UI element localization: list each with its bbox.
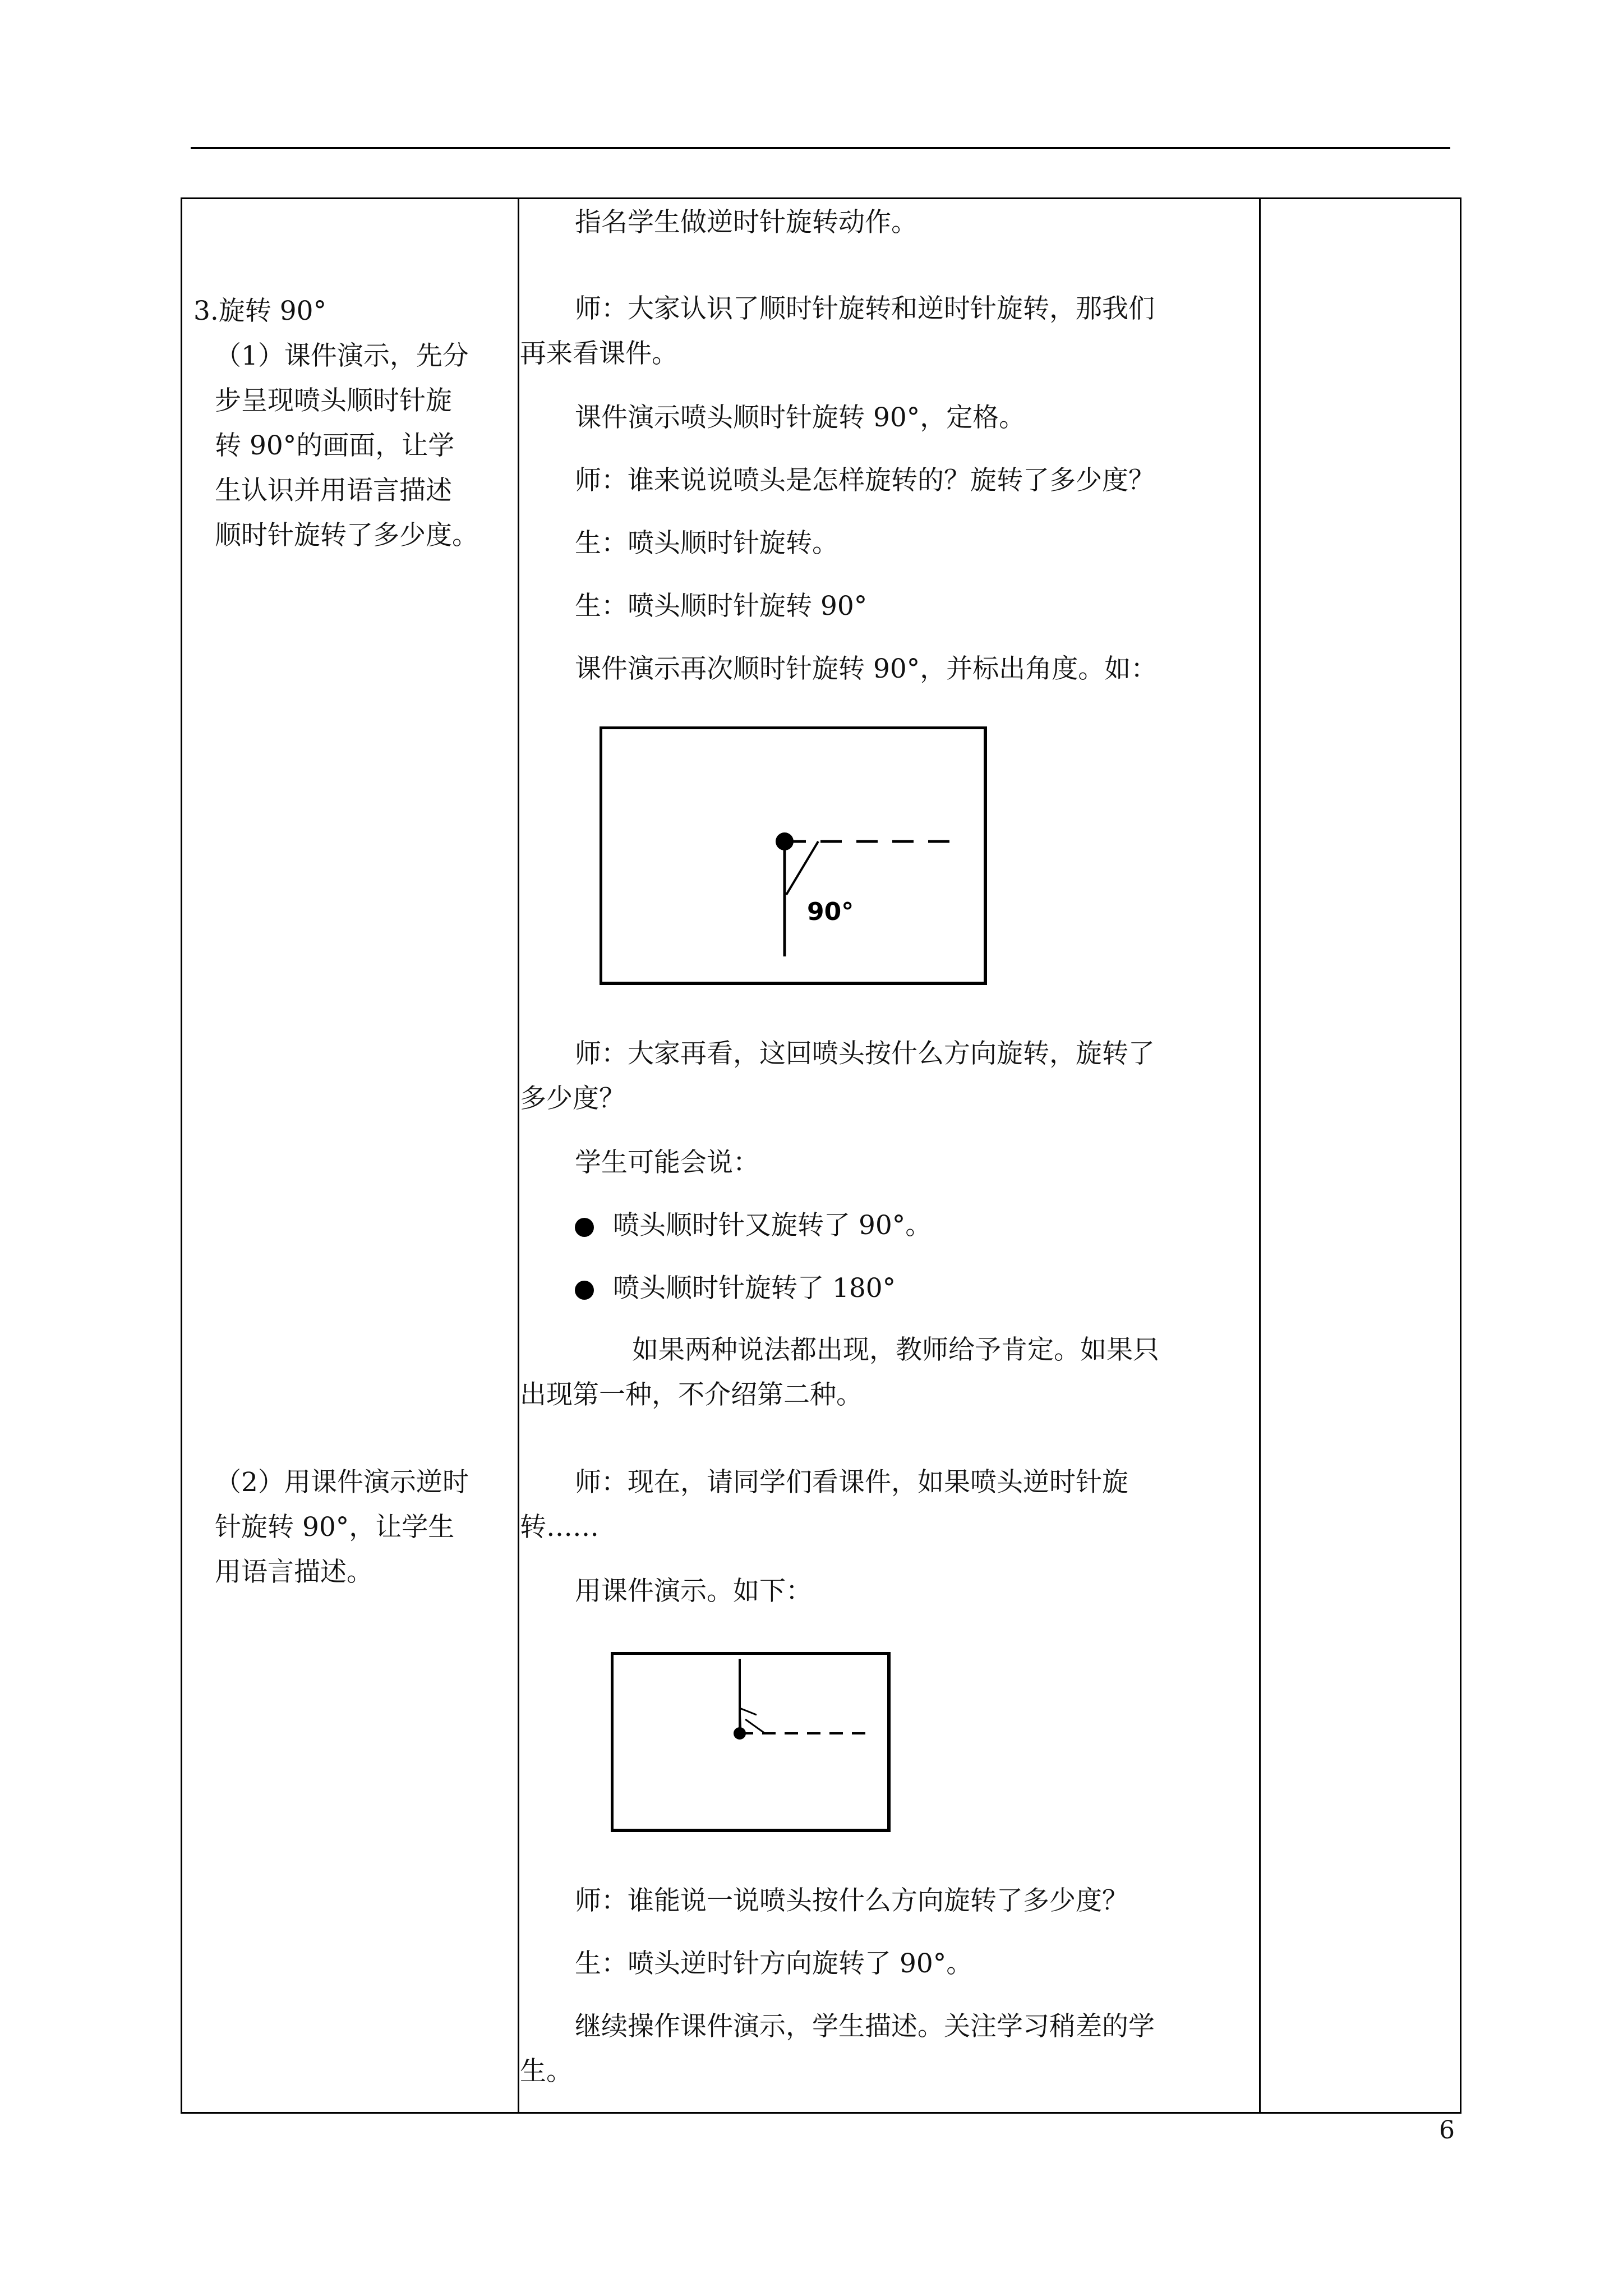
paragraph-11-line: 转……	[520, 1512, 599, 1543]
figure-counterclockwise-rotation	[611, 1652, 897, 1837]
bullet-dot	[575, 1281, 594, 1300]
item2-text	[215, 1460, 469, 1595]
page-number: 6	[1439, 2116, 1455, 2145]
paragraph-8-line: 多少度？	[520, 1083, 625, 1114]
item2-line: 针旋转 90°，让学生	[215, 1512, 455, 1543]
paragraph-2	[520, 287, 1155, 376]
paragraph-8	[520, 1032, 1155, 1121]
paragraph-4: 师：谁来说说喷头是怎样旋转的？旋转了多少度？	[575, 465, 1155, 496]
paragraph-8-line: 师：大家再看，这回喷头按什么方向旋转，旋转了	[575, 1038, 1155, 1069]
item1-line: 顺时针旋转了多少度。	[215, 520, 478, 551]
item1-line: 转 90°的画面，让学	[215, 430, 455, 461]
column-divider-left	[518, 199, 519, 2112]
bullet-text: 喷头顺时针旋转了 180°	[613, 1273, 896, 1304]
paragraph-10-line: 出现第一种，不介绍第二种。	[520, 1379, 863, 1410]
bullet-item	[575, 1266, 896, 1311]
item1-line: 生认识并用语言描述	[215, 475, 452, 506]
paragraph-2-line: 师：大家认识了顺时针旋转和逆时针旋转，那我们	[575, 293, 1155, 324]
header-rule	[191, 147, 1450, 149]
paragraph-1: 指名学生做逆时针旋转动作。	[575, 207, 917, 238]
right-column	[1261, 199, 1460, 2112]
nozzle-pivot	[734, 1727, 746, 1740]
left-column	[182, 199, 518, 2112]
paragraph-9: 学生可能会说：	[575, 1147, 759, 1178]
paragraph-11	[520, 1460, 1128, 1550]
item1-text	[215, 334, 478, 558]
section-title: 3.旋转 90°	[193, 296, 327, 326]
paragraph-11-line: 师：现在，请同学们看课件，如果喷头逆时针旋	[575, 1467, 1128, 1498]
bullet-item	[575, 1203, 932, 1248]
nozzle-pivot	[776, 832, 794, 850]
paragraph-15-line: 继续操作课件演示，学生描述。关注学习稍差的学	[575, 2011, 1155, 2042]
paragraph-12: 用课件演示。如下：	[575, 1576, 812, 1607]
paragraph-15	[520, 2004, 1155, 2094]
bullet-text: 喷头顺时针又旋转了 90°。	[613, 1210, 932, 1241]
middle-column	[520, 199, 1259, 2112]
bullet-dot	[575, 1218, 594, 1237]
figure-frame	[612, 1653, 889, 1830]
item1-line: （1）课件演示，先分	[215, 341, 469, 371]
figure-frame	[601, 728, 985, 983]
paragraph-5: 生：喷头顺时针旋转。	[575, 528, 838, 559]
paragraph-10	[520, 1328, 1159, 1418]
figure-clockwise-rotation	[600, 726, 992, 996]
item1-line: 步呈现喷头顺时针旋	[215, 385, 452, 416]
paragraph-7: 课件演示再次顺时针旋转 90°，并标出角度。如：	[575, 654, 1158, 684]
lesson-table	[181, 197, 1461, 2114]
paragraph-13: 师：谁能说一说喷头按什么方向旋转了多少度？	[575, 1885, 1128, 1916]
paragraph-10-line: 如果两种说法都出现，教师给予肯定。如果只	[632, 1335, 1159, 1365]
paragraph-14: 生：喷头逆时针方向旋转了 90°。	[575, 1948, 973, 1979]
paragraph-2-line: 再来看课件。	[520, 338, 678, 369]
item2-line: （2）用课件演示逆时	[215, 1467, 469, 1498]
item2-line: 用语言描述。	[215, 1557, 373, 1588]
paragraph-15-line: 生。	[520, 2056, 573, 2087]
paragraph-3: 课件演示喷头顺时针旋转 90°，定格。	[575, 402, 1026, 433]
paragraph-6: 生：喷头顺时针旋转 90°	[575, 591, 868, 622]
angle-label: 90°	[807, 898, 854, 926]
